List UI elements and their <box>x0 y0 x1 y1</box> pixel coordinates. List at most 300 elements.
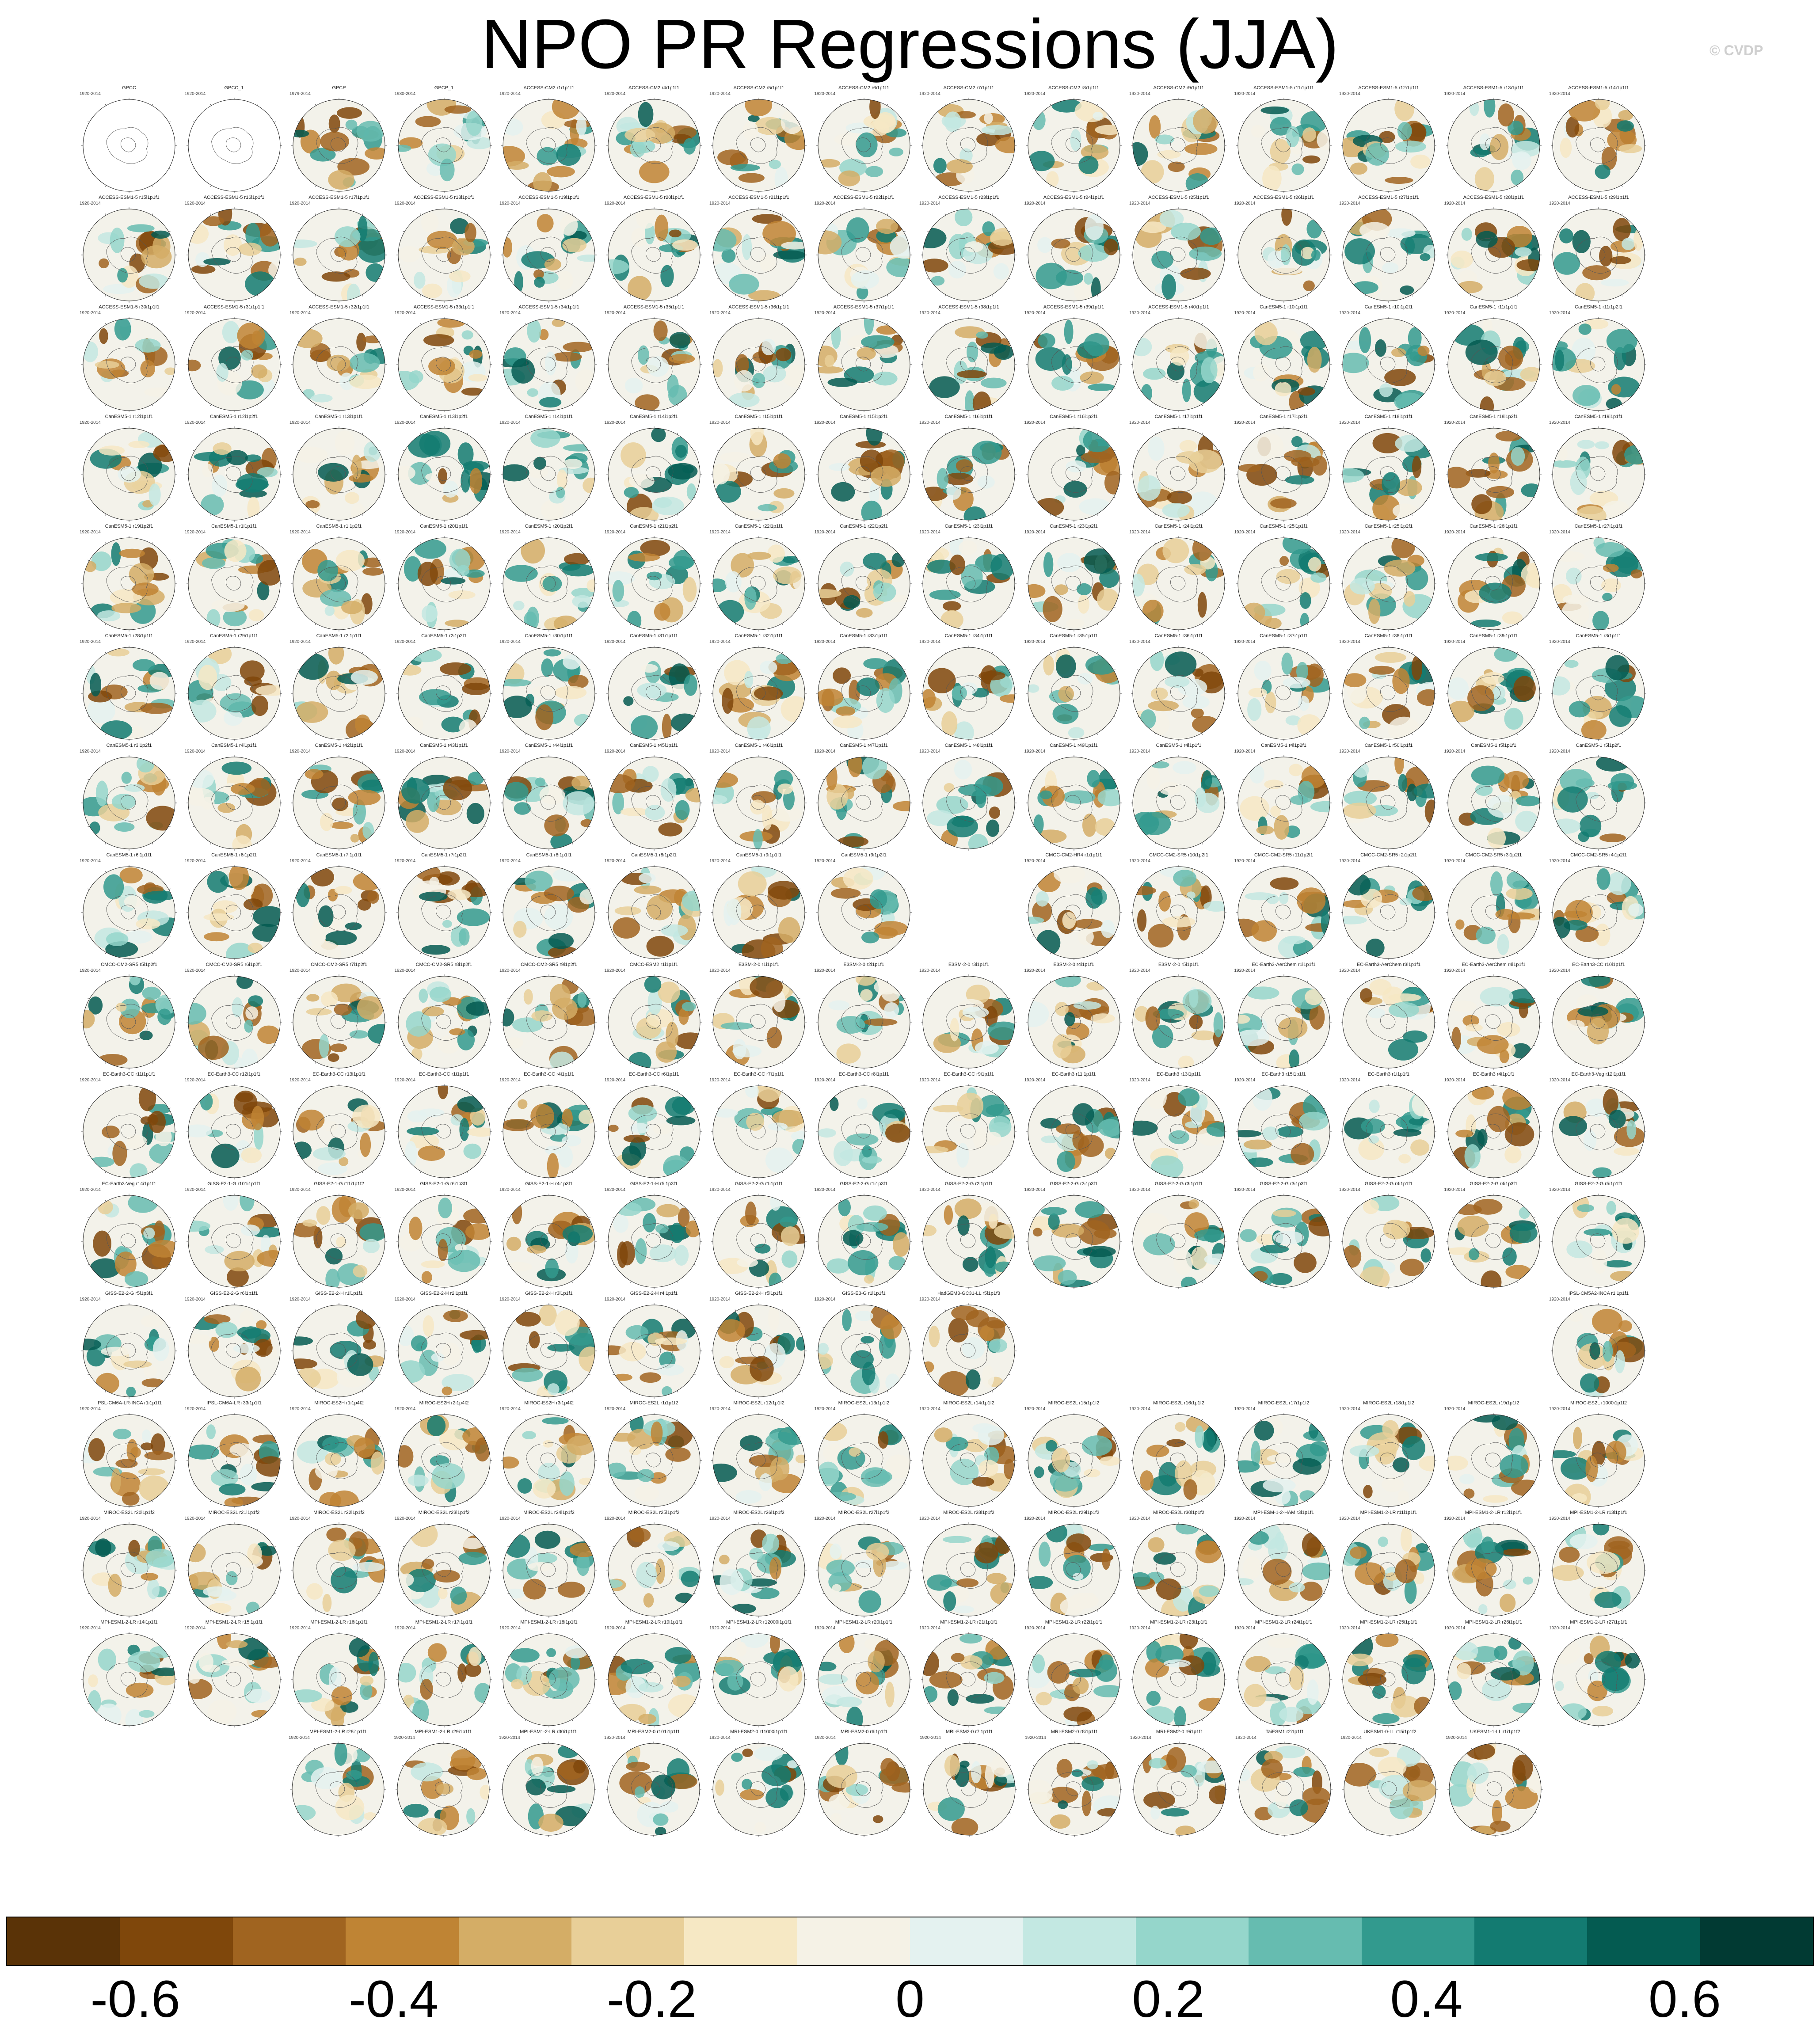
anomaly-patch <box>527 319 541 342</box>
longitude-tick <box>105 843 106 844</box>
anomaly-patch <box>329 114 340 133</box>
anomaly-patch <box>669 354 695 364</box>
panel-title: CanESM5-1 r9i1p2f1 <box>841 852 887 858</box>
anomaly-patch <box>351 670 378 685</box>
anomaly-patch <box>1476 927 1496 944</box>
longitude-tick <box>694 231 695 232</box>
longitude-tick <box>88 826 89 827</box>
anomaly-patch <box>414 272 425 289</box>
longitude-tick <box>887 543 888 544</box>
anomaly-patch <box>556 487 565 498</box>
longitude-tick <box>822 278 824 279</box>
longitude-tick <box>782 104 783 106</box>
longitude-tick <box>589 497 590 498</box>
map-panel <box>1442 524 1546 634</box>
map-panel <box>707 743 811 853</box>
anomaly-patch <box>579 889 595 904</box>
panel-years: 1920-2014 <box>80 91 101 96</box>
longitude-tick <box>1348 231 1349 232</box>
polar-map <box>290 754 388 852</box>
longitude-tick <box>1032 998 1034 999</box>
anomaly-patch <box>1062 912 1076 929</box>
longitude-tick <box>525 1091 526 1092</box>
longitude-tick <box>694 998 695 999</box>
longitude-tick <box>1202 543 1203 544</box>
anomaly-patch <box>1347 874 1371 896</box>
longitude-tick <box>1138 716 1139 717</box>
anomaly-patch <box>1353 762 1369 778</box>
panel-title: CanESM5-1 r5i1p2f1 <box>1576 743 1622 748</box>
map-panel <box>812 414 916 525</box>
longitude-tick <box>484 1155 485 1156</box>
anomaly-patch <box>96 781 108 806</box>
longitude-tick <box>1534 607 1535 608</box>
longitude-tick <box>589 779 590 780</box>
longitude-tick <box>105 624 106 625</box>
longitude-tick <box>298 168 299 169</box>
longitude-tick <box>1050 404 1051 406</box>
anomaly-patch <box>1088 384 1115 391</box>
longitude-tick <box>1575 652 1576 654</box>
map-panel <box>1022 633 1126 744</box>
anomaly-patch <box>614 906 641 915</box>
anomaly-patch <box>1193 331 1222 350</box>
map-panel <box>707 962 811 1073</box>
anomaly-patch <box>630 1123 649 1134</box>
panel-title: ACCESS-ESM1-5 r16i1p1f1 <box>203 195 265 200</box>
polar-map <box>1445 535 1542 632</box>
anomaly-patch <box>461 330 473 339</box>
longitude-tick <box>274 716 275 717</box>
map-panel <box>1336 85 1441 196</box>
map-panel <box>1336 962 1441 1073</box>
longitude-tick <box>1202 762 1203 763</box>
anomaly-patch <box>833 667 851 684</box>
anomaly-patch <box>136 918 160 929</box>
anomaly-patch <box>1563 911 1587 918</box>
panel-years: 1920-2014 <box>604 639 626 644</box>
anomaly-patch <box>1581 974 1611 987</box>
longitude-tick <box>613 716 614 717</box>
anomaly-patch <box>863 553 887 570</box>
map-panel <box>77 414 181 525</box>
longitude-tick <box>799 231 800 232</box>
longitude-tick <box>630 514 631 515</box>
longitude-tick <box>1575 843 1576 844</box>
anomaly-patch <box>1484 370 1506 386</box>
anomaly-patch <box>1078 156 1098 174</box>
longitude-tick <box>508 889 509 890</box>
anomaly-patch <box>994 345 1014 360</box>
longitude-tick <box>257 762 258 763</box>
longitude-tick <box>782 624 783 625</box>
panel-years: 1920-2014 <box>604 859 626 863</box>
longitude-tick <box>362 323 363 325</box>
anomaly-patch <box>1101 920 1115 938</box>
longitude-tick <box>904 998 905 999</box>
panel-title: CanESM5-1 r24i1p2f1 <box>1154 524 1203 529</box>
anomaly-patch <box>544 259 561 270</box>
map-panel <box>1127 633 1231 744</box>
longitude-tick <box>484 998 485 999</box>
longitude-tick <box>1307 433 1308 434</box>
longitude-tick <box>420 1091 421 1092</box>
anomaly-patch <box>127 224 155 232</box>
panel-title: CanESM5-1 r50i1p1f1 <box>1364 743 1413 748</box>
longitude-tick <box>1517 104 1518 106</box>
longitude-tick <box>1324 231 1325 232</box>
anomaly-patch <box>1176 451 1203 464</box>
anomaly-patch <box>560 215 578 236</box>
anomaly-patch <box>623 1135 650 1143</box>
longitude-tick <box>1575 433 1576 434</box>
anomaly-patch <box>637 683 666 698</box>
panel-years: 1920-2014 <box>604 749 626 754</box>
panel-years: 1920-2014 <box>1444 420 1466 425</box>
longitude-tick <box>315 214 316 215</box>
longitude-tick <box>589 560 590 561</box>
longitude-tick <box>782 1062 783 1063</box>
longitude-tick <box>274 450 275 451</box>
panel-title: ACCESS-ESM1-5 r24i1p1f1 <box>1043 195 1104 200</box>
panel-title: ACCESS-ESM1-5 r15i1p1f1 <box>99 195 160 200</box>
anomaly-patch <box>1052 1035 1071 1059</box>
anomaly-patch <box>986 820 999 837</box>
anomaly-patch <box>981 378 1007 388</box>
longitude-tick <box>677 652 678 654</box>
longitude-tick <box>992 843 993 844</box>
panel-years: 1920-2014 <box>709 639 731 644</box>
longitude-tick <box>362 514 363 515</box>
longitude-tick <box>677 104 678 106</box>
polar-map <box>1445 754 1542 852</box>
polar-map <box>80 974 178 1071</box>
anomaly-patch <box>1087 770 1100 787</box>
longitude-tick <box>484 1108 485 1109</box>
longitude-tick <box>1412 624 1413 625</box>
anomaly-patch <box>1036 930 1060 955</box>
anomaly-patch <box>1388 993 1421 1001</box>
anomaly-patch <box>563 444 597 452</box>
panel-title: CMCC-CM2-SR5 r4i1p2f1 <box>1570 852 1627 858</box>
anomaly-patch <box>1555 350 1564 371</box>
anomaly-patch <box>1052 704 1078 724</box>
longitude-tick <box>1452 607 1454 608</box>
anomaly-patch <box>126 1135 147 1149</box>
panel-title: CanESM5-1 r37i1p1f1 <box>1260 633 1308 639</box>
longitude-tick <box>694 278 695 279</box>
longitude-tick <box>1009 779 1010 780</box>
longitude-tick <box>508 669 509 670</box>
anomaly-patch <box>989 806 1000 819</box>
anomaly-patch <box>355 715 371 734</box>
anomaly-patch <box>1148 437 1164 461</box>
longitude-tick <box>420 624 421 625</box>
anomaly-patch <box>1618 144 1642 153</box>
longitude-tick <box>1470 323 1471 325</box>
panel-years: 1920-2014 <box>80 749 101 754</box>
anomaly-patch <box>578 992 587 1008</box>
anomaly-patch <box>1609 705 1632 727</box>
longitude-tick <box>904 560 905 561</box>
panel-title: CanESM5-1 r45i1p1f1 <box>630 743 678 748</box>
anomaly-patch <box>683 138 696 155</box>
longitude-tick <box>210 871 211 873</box>
map-panel <box>287 85 391 196</box>
map-panel <box>1546 962 1651 1073</box>
longitude-tick <box>362 404 363 406</box>
anomaly-patch <box>1359 327 1371 353</box>
anomaly-patch <box>198 1036 229 1060</box>
anomaly-patch <box>296 701 328 723</box>
longitude-tick <box>193 889 194 890</box>
map-panel <box>1022 852 1126 963</box>
anomaly-patch <box>1388 717 1420 742</box>
longitude-tick <box>274 278 275 279</box>
longitude-tick <box>257 295 258 296</box>
map-panel <box>1336 414 1441 525</box>
longitude-tick <box>1412 762 1413 763</box>
longitude-tick <box>782 762 783 763</box>
panel-years: 1920-2014 <box>919 968 940 973</box>
anomaly-patch <box>1404 591 1416 606</box>
map-panel <box>1232 743 1336 853</box>
anomaly-patch <box>229 864 249 890</box>
anomaly-patch <box>1396 479 1422 496</box>
polar-map <box>500 645 598 742</box>
map-panel <box>1442 852 1546 963</box>
longitude-tick <box>1557 497 1559 498</box>
anomaly-patch <box>1161 274 1176 300</box>
longitude-tick <box>1260 624 1261 625</box>
longitude-tick <box>992 1062 993 1063</box>
anomaly-patch <box>1628 903 1643 917</box>
anomaly-patch <box>562 238 586 253</box>
panel-title: CanESM5-1 r23i1p2f1 <box>1050 524 1098 529</box>
anomaly-patch <box>1400 285 1414 295</box>
longitude-tick <box>1470 185 1471 186</box>
anomaly-patch <box>458 928 469 946</box>
longitude-tick <box>467 295 468 296</box>
panel-title: ACCESS-ESM1-5 r13i1p1f1 <box>1463 85 1524 91</box>
longitude-tick <box>1138 278 1139 279</box>
longitude-tick <box>362 295 363 296</box>
longitude-tick <box>274 779 275 780</box>
longitude-tick <box>904 669 905 670</box>
longitude-tick <box>572 762 573 763</box>
longitude-tick <box>193 560 194 561</box>
anomaly-patch <box>1482 672 1504 685</box>
longitude-tick <box>928 826 929 827</box>
longitude-tick <box>1452 497 1454 498</box>
longitude-tick <box>403 560 404 561</box>
panel-title: CanESM5-1 r13i1p1f1 <box>315 414 363 419</box>
longitude-tick <box>1517 762 1518 763</box>
longitude-tick <box>152 543 153 544</box>
panel-title: CanESM5-1 r48i1p1f1 <box>944 743 993 748</box>
anomaly-patch <box>734 370 754 392</box>
anomaly-patch <box>1260 107 1289 114</box>
anomaly-patch <box>346 120 358 130</box>
panel-years: 1920-2014 <box>394 420 416 425</box>
map-panel <box>497 633 601 744</box>
longitude-tick <box>1138 998 1139 999</box>
panel-years: 1920-2014 <box>394 1078 416 1083</box>
panel-years: 1920-2014 <box>289 201 311 206</box>
anomaly-patch <box>1302 127 1316 142</box>
anomaly-patch <box>366 263 385 282</box>
anomaly-patch <box>148 1111 166 1133</box>
anomaly-patch <box>1369 979 1392 996</box>
longitude-tick <box>1428 607 1430 608</box>
anomaly-patch <box>1577 440 1595 449</box>
anomaly-patch <box>1476 231 1497 248</box>
anomaly-patch <box>1311 250 1320 261</box>
polar-map <box>1235 645 1333 742</box>
polar-map <box>290 864 388 961</box>
anomaly-patch <box>469 468 482 494</box>
panel-title: CanESM5-1 r14i1p1f1 <box>525 414 573 419</box>
polar-map <box>1550 426 1647 523</box>
anomaly-patch <box>1566 568 1582 585</box>
panel-years: 1920-2014 <box>1024 749 1046 754</box>
panel-title: CanESM5-1 r16i1p2f1 <box>1050 414 1098 419</box>
longitude-tick <box>315 295 316 296</box>
anomaly-patch <box>1617 120 1634 132</box>
anomaly-patch <box>644 976 661 993</box>
longitude-tick <box>887 981 888 982</box>
polar-map <box>186 754 283 852</box>
longitude-tick <box>467 323 468 325</box>
anomaly-patch <box>1283 677 1310 688</box>
map-panel <box>1546 85 1651 196</box>
panel-title: CanESM5-1 r3i1p1f1 <box>1576 633 1622 639</box>
map-panel <box>1022 743 1126 853</box>
panel-years: 1920-2014 <box>289 859 311 863</box>
longitude-tick <box>1155 214 1156 215</box>
longitude-tick <box>315 624 316 625</box>
anomaly-patch <box>353 872 383 891</box>
longitude-tick <box>1202 981 1203 982</box>
longitude-tick <box>152 652 153 654</box>
longitude-tick <box>1470 214 1471 215</box>
anomaly-patch <box>106 932 128 946</box>
panel-title: CanESM5-1 r31i1p1f1 <box>630 633 678 639</box>
anomaly-patch <box>89 1157 114 1168</box>
longitude-tick <box>467 1172 468 1173</box>
longitude-tick <box>904 607 905 608</box>
anomaly-patch <box>99 328 108 344</box>
anomaly-patch <box>1512 151 1531 170</box>
anomaly-patch <box>463 1144 481 1159</box>
longitude-tick <box>105 1062 106 1063</box>
panel-years: 1920-2014 <box>1024 968 1046 973</box>
map-panel <box>812 743 916 853</box>
longitude-tick <box>718 341 719 342</box>
longitude-tick <box>1348 998 1349 999</box>
anomaly-patch <box>114 317 131 340</box>
longitude-tick <box>718 231 719 232</box>
anomaly-patch <box>345 922 362 930</box>
longitude-tick <box>840 295 841 296</box>
longitude-tick <box>1097 652 1098 654</box>
longitude-tick <box>484 560 485 561</box>
longitude-tick <box>1242 560 1244 561</box>
anomaly-patch <box>351 503 365 523</box>
longitude-tick <box>484 607 485 608</box>
longitude-tick <box>1534 168 1535 169</box>
longitude-tick <box>1114 607 1115 608</box>
panel-title: E3SM-2-0 r4i1p1f1 <box>1053 962 1094 967</box>
anomaly-patch <box>129 563 154 586</box>
anomaly-patch <box>1588 711 1603 719</box>
anomaly-patch <box>1238 464 1261 472</box>
anomaly-patch <box>669 556 693 570</box>
longitude-tick <box>840 981 841 982</box>
anomaly-patch <box>362 567 384 576</box>
longitude-tick <box>1412 104 1413 106</box>
panel-years: 1920-2014 <box>1129 201 1150 206</box>
anomaly-patch <box>1573 230 1591 253</box>
longitude-tick <box>630 733 631 734</box>
panel-title: EC-Earth3-CC r4i1p1f1 <box>524 1072 574 1077</box>
panel-years: 1920-2014 <box>1549 311 1570 316</box>
anomaly-patch <box>1195 787 1206 807</box>
panel-years: 1920-2014 <box>919 311 940 316</box>
anomaly-patch <box>1143 368 1165 380</box>
longitude-tick <box>1032 278 1034 279</box>
polar-map <box>710 206 807 304</box>
longitude-tick <box>992 295 993 296</box>
anomaly-patch <box>1451 1027 1461 1051</box>
longitude-tick <box>508 1108 509 1109</box>
anomaly-patch <box>321 991 338 1007</box>
longitude-tick <box>822 607 824 608</box>
panel-years: 1920-2014 <box>1444 749 1466 754</box>
anomaly-patch <box>628 276 651 301</box>
anomaly-patch <box>1070 129 1081 151</box>
map-panel <box>392 962 496 1073</box>
longitude-tick <box>945 624 946 625</box>
longitude-tick <box>1534 779 1535 780</box>
longitude-tick <box>1638 779 1640 780</box>
anomaly-patch <box>1599 833 1626 842</box>
longitude-tick <box>274 497 275 498</box>
longitude-tick <box>1452 889 1454 890</box>
panel-title: ACCESS-ESM1-5 r30i1p1f1 <box>99 304 160 310</box>
longitude-tick <box>467 1091 468 1092</box>
longitude-tick <box>1009 669 1010 670</box>
polar-map <box>1235 206 1333 304</box>
anomaly-patch <box>213 442 231 455</box>
anomaly-patch <box>544 904 573 930</box>
anomaly-patch <box>1360 988 1372 1002</box>
longitude-tick <box>1412 295 1413 296</box>
panel-title: ACCESS-ESM1-5 r22i1p1f1 <box>833 195 895 200</box>
longitude-tick <box>467 733 468 734</box>
anomaly-patch <box>1343 803 1376 819</box>
longitude-tick <box>525 1062 526 1063</box>
panel-title: CanESM5-1 r6i1p1f1 <box>106 852 152 858</box>
longitude-tick <box>735 543 736 544</box>
anomaly-patch <box>248 995 263 1007</box>
anomaly-patch <box>1162 916 1195 927</box>
panel-title: CanESM5-1 r4i1p2f1 <box>1261 743 1306 748</box>
longitude-tick <box>403 278 404 279</box>
anomaly-patch <box>984 113 993 124</box>
longitude-tick <box>822 716 824 717</box>
panel-title: ACCESS-CM2 r1i1p1f1 <box>523 85 575 91</box>
